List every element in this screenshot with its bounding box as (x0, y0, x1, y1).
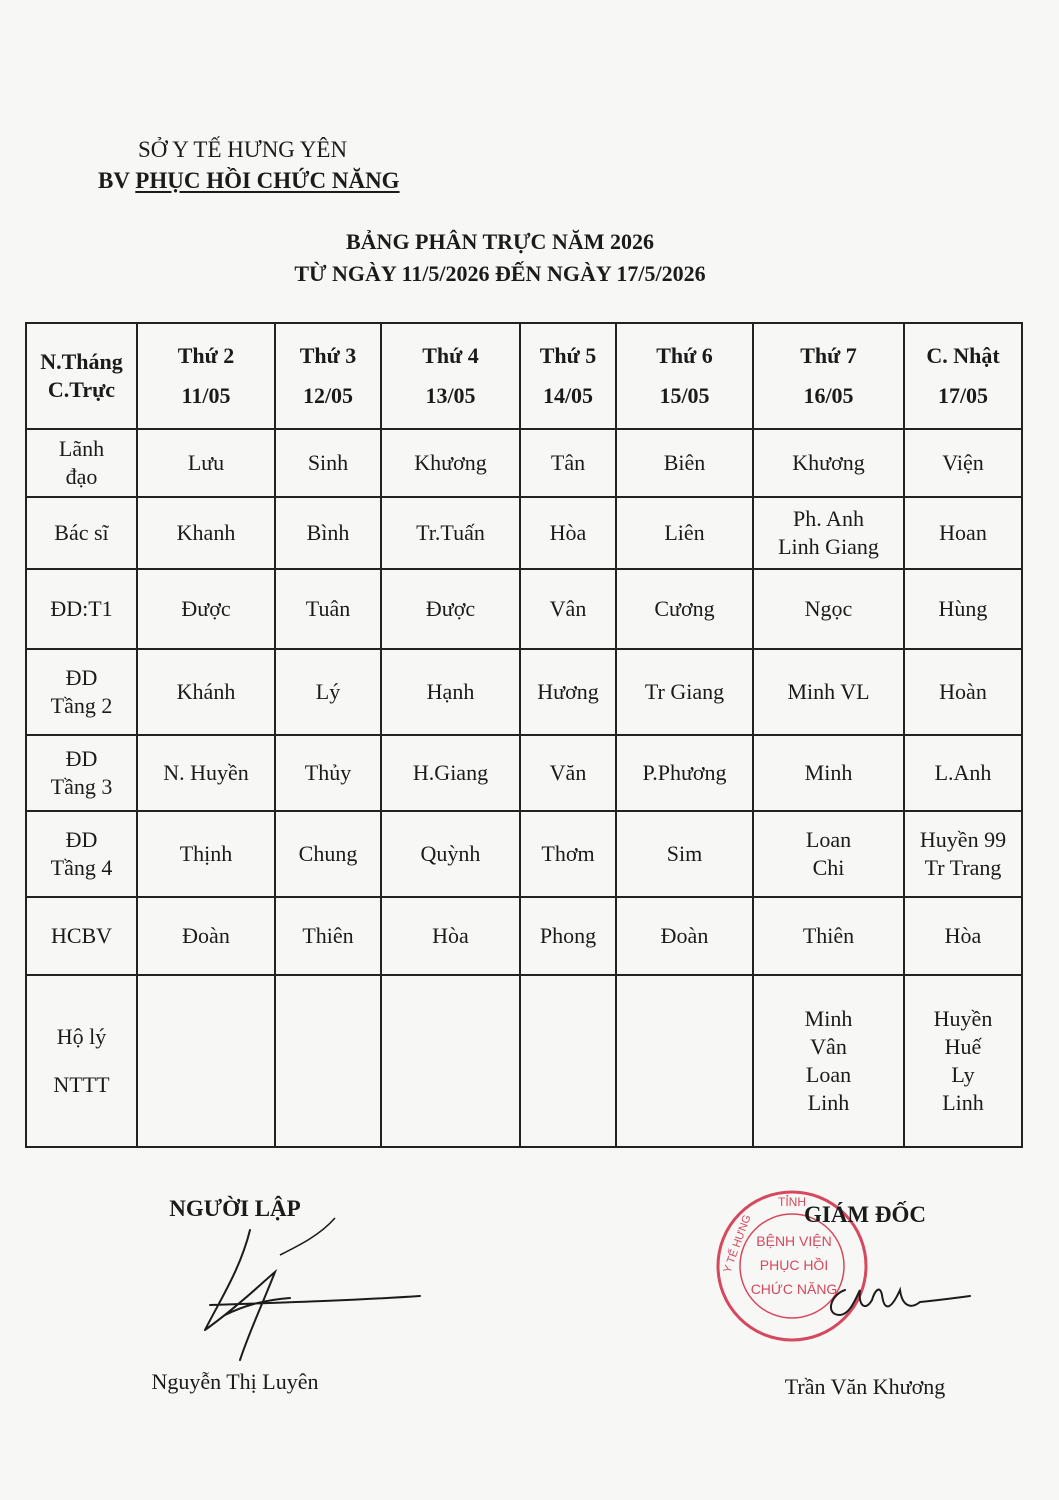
row-label: ĐD:T1 (26, 569, 137, 649)
day-header: Thứ 2 11/05 (137, 323, 275, 429)
table-row (26, 897, 1022, 975)
day-header: Thứ 6 15/05 (616, 323, 753, 429)
table-cell: Đoàn (616, 897, 753, 975)
table-cell: Minh Vân Loan Linh (753, 975, 904, 1147)
director-title: GIÁM ĐỐC (803, 1202, 927, 1227)
table-cell: Tr.Tuấn (381, 497, 520, 569)
table-cell: Khương (753, 429, 904, 497)
table-cell (275, 975, 381, 1147)
row-label: ĐD Tầng 4 (26, 811, 137, 897)
corner-month-label: N.Tháng (40, 349, 123, 374)
table-cell: Đoàn (137, 897, 275, 975)
table-cell: Minh (753, 735, 904, 811)
row-label: ĐD Tầng 3 (26, 735, 137, 811)
preparer-name: Nguyễn Thị Luyên (151, 1369, 319, 1394)
preparer-title: NGƯỜI LẬP (169, 1196, 301, 1221)
table-cell: Hoan (904, 497, 1022, 569)
row-label: Hộ lý NTTT (26, 975, 137, 1147)
table-cell: Hòa (381, 897, 520, 975)
table-cell: Hạnh (381, 649, 520, 735)
table-cell (616, 975, 753, 1147)
table-cell: Viện (904, 429, 1022, 497)
table-cell: Được (381, 569, 520, 649)
stamp-top-text: TỈNH (778, 1195, 806, 1209)
table-cell: Văn (520, 735, 616, 811)
table-cell: Được (137, 569, 275, 649)
table-cell: Hùng (904, 569, 1022, 649)
table-cell: Thơm (520, 811, 616, 897)
day-header: Thứ 5 14/05 (520, 323, 616, 429)
table-cell: N. Huyền (137, 735, 275, 811)
table-row (26, 975, 1022, 1147)
day-header: Thứ 7 16/05 (753, 323, 904, 429)
table-row (26, 735, 1022, 811)
table-row (26, 429, 1022, 497)
table-cell (520, 975, 616, 1147)
document-title (0, 226, 1000, 290)
table-cell: Khương (381, 429, 520, 497)
table-cell: Ngọc (753, 569, 904, 649)
day-header: Thứ 4 13/05 (381, 323, 520, 429)
table-cell: Tân (520, 429, 616, 497)
table-cell: Phong (520, 897, 616, 975)
table-cell: Hương (520, 649, 616, 735)
title-line-2: TỪ NGÀY 11/5/2026 ĐẾN NGÀY 17/5/2026 (294, 261, 706, 286)
title-line-1: BẢNG PHÂN TRỰC NĂM 2026 (346, 229, 654, 254)
corner-header (26, 323, 137, 429)
day-header: C. Nhật 17/05 (904, 323, 1022, 429)
table-cell: Thịnh (137, 811, 275, 897)
roster-body (26, 429, 1022, 1147)
table-cell: Liên (616, 497, 753, 569)
table-cell: Cương (616, 569, 753, 649)
table-cell (137, 975, 275, 1147)
table-cell: Thiên (275, 897, 381, 975)
stamp-ring-text: Y TẾ HƯNG (721, 1213, 754, 1275)
row-label: Lãnh đạo (26, 429, 137, 497)
row-label: Bác sĩ (26, 497, 137, 569)
table-cell (381, 975, 520, 1147)
table-cell: Chung (275, 811, 381, 897)
table-cell: Tuân (275, 569, 381, 649)
table-cell: Ph. Anh Linh Giang (753, 497, 904, 569)
table-cell: L.Anh (904, 735, 1022, 811)
table-cell: Hoàn (904, 649, 1022, 735)
row-label: HCBV (26, 897, 137, 975)
organization-header (98, 134, 400, 196)
table-cell: Thiên (753, 897, 904, 975)
table-cell: Lưu (137, 429, 275, 497)
table-cell: Tr Giang (616, 649, 753, 735)
handwritten-signature-right (810, 1270, 980, 1330)
hospital-name: BV PHỤC HỒI CHỨC NĂNG (98, 168, 400, 193)
table-cell: Biên (616, 429, 753, 497)
table-cell: Huyền 99 Tr Trang (904, 811, 1022, 897)
table-cell: Sinh (275, 429, 381, 497)
table-row (26, 811, 1022, 897)
table-cell: Bình (275, 497, 381, 569)
table-row (26, 649, 1022, 735)
table-cell: Hòa (520, 497, 616, 569)
handwritten-signature-left (180, 1210, 430, 1390)
stamp-line-3: CHỨC NĂNG (750, 1281, 838, 1297)
director-name: Trần Văn Khương (784, 1374, 946, 1399)
table-cell: Huyền Huế Ly Linh (904, 975, 1022, 1147)
stamp-line-1: BỆNH VIỆN (756, 1233, 832, 1249)
table-cell: Sim (616, 811, 753, 897)
row-label: ĐD Tầng 2 (26, 649, 137, 735)
table-cell: Quỳnh (381, 811, 520, 897)
table-cell: Vân (520, 569, 616, 649)
table-cell: H.Giang (381, 735, 520, 811)
table-cell: Hòa (904, 897, 1022, 975)
duty-roster-table (25, 322, 1023, 1148)
header-row (26, 323, 1022, 429)
table-cell: Minh VL (753, 649, 904, 735)
table-cell: P.Phương (616, 735, 753, 811)
corner-duty-label: C.Trực (47, 377, 116, 402)
table-row (26, 569, 1022, 649)
stamp-line-2: PHỤC HỒI (759, 1257, 829, 1273)
table-cell: Thủy (275, 735, 381, 811)
day-header: Thứ 3 12/05 (275, 323, 381, 429)
table-row (26, 497, 1022, 569)
table-cell: Khanh (137, 497, 275, 569)
table-cell: Loan Chi (753, 811, 904, 897)
ministry-name: SỞ Y TẾ HƯNG YÊN (138, 137, 348, 162)
table-cell: Lý (275, 649, 381, 735)
table-cell: Khánh (137, 649, 275, 735)
